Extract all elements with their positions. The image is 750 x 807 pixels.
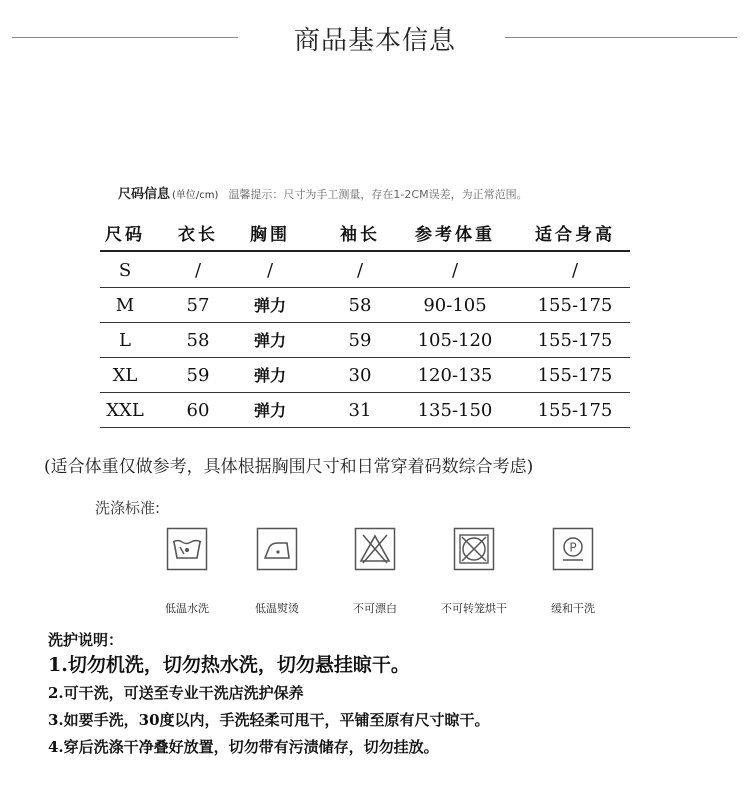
no-tumble-dry-label: 不可转笼烘干 — [441, 602, 507, 615]
cell-size: L — [119, 330, 131, 351]
header-cell-size: 尺码 — [105, 225, 145, 245]
table-header-row — [100, 218, 630, 252]
row-rule — [100, 392, 630, 393]
cell-height: 155-175 — [537, 295, 613, 316]
header-cell-length: 衣长 — [178, 225, 218, 245]
cell-size: S — [118, 260, 132, 281]
low-temp-iron-label: 低温熨烫 — [255, 602, 299, 615]
cell-weight: 105-120 — [417, 330, 493, 351]
washing-title: 洗涤标准: — [95, 499, 161, 517]
table-row — [100, 324, 630, 358]
no-bleach-icon — [354, 527, 396, 571]
care-line-1: 1.切勿机洗，切勿热水洗，切勿悬挂晾干。 — [48, 654, 410, 676]
table-row — [100, 359, 630, 393]
cell-length: 59 — [186, 365, 210, 386]
size-info-tip: 温馨提示：尺寸为手工测量，存在1-2CM误差，为正常范围。 — [228, 188, 528, 201]
cell-length: 57 — [186, 295, 210, 316]
cell-sleeve: 59 — [348, 330, 372, 351]
header-cell-sleeve: 袖长 — [340, 225, 380, 245]
header-cell-chest: 胸围 — [250, 225, 290, 245]
cell-weight: / — [451, 260, 459, 281]
cell-height: 155-175 — [537, 400, 613, 421]
cell-sleeve: 58 — [348, 295, 372, 316]
cell-chest: / — [266, 260, 274, 281]
table-row — [100, 254, 630, 288]
row-rule — [100, 322, 630, 323]
row-rule — [100, 357, 630, 358]
cell-weight: 120-135 — [417, 365, 493, 386]
gentle-dry-clean-icon — [552, 527, 594, 571]
cell-size: XL — [112, 365, 138, 386]
size-info-unit: (单位/cm) — [172, 190, 219, 201]
cell-size: M — [115, 295, 135, 316]
no-tumble-dry-icon — [453, 527, 495, 571]
cell-length: 58 — [186, 330, 210, 351]
cell-sleeve: / — [356, 260, 364, 281]
size-info-line — [118, 183, 528, 202]
cell-sleeve: 30 — [348, 365, 372, 386]
care-line-3: 3.如要手洗，30度以内，手洗轻柔可甩干，平铺至原有尺寸晾干。 — [48, 711, 490, 729]
weight-note: (适合体重仅做参考，具体根据胸围尺寸和日常穿着码数综合考虑) — [44, 457, 534, 477]
cell-length: / — [194, 260, 202, 281]
cell-chest: 弹力 — [253, 401, 286, 420]
cell-sleeve: 31 — [348, 400, 372, 421]
row-rule — [100, 287, 630, 288]
cell-weight: 135-150 — [417, 400, 493, 421]
low-temp-wash-label: 低温水洗 — [165, 602, 209, 615]
care-title: 洗护说明： — [48, 631, 124, 649]
cell-height: / — [571, 260, 579, 281]
low-temp-wash-icon — [166, 527, 208, 571]
cell-weight: 90-105 — [423, 295, 487, 316]
care-line-4: 4.穿后洗涤干净叠好放置，切勿带有污渍储存，切勿挂放。 — [48, 738, 439, 756]
cell-chest: 弹力 — [253, 366, 286, 385]
header-right-rule — [505, 37, 737, 38]
care-line-2: 2.可干洗，可送至专业干洗店洗护保养 — [48, 684, 304, 702]
header-cell-height: 适合身高 — [535, 225, 615, 245]
svg-text:P: P — [569, 540, 577, 555]
header-rule — [100, 250, 630, 252]
cell-size: XXL — [106, 400, 144, 421]
page-title: 商品基本信息 — [293, 26, 456, 56]
cell-chest: 弹力 — [253, 331, 286, 350]
table-row — [100, 289, 630, 323]
cell-height: 155-175 — [537, 330, 613, 351]
table-row — [100, 394, 630, 428]
cell-height: 155-175 — [537, 365, 613, 386]
cell-length: 60 — [186, 400, 210, 421]
no-bleach-label: 不可漂白 — [353, 602, 397, 615]
size-info-title: 尺码信息 — [118, 187, 171, 202]
gentle-dry-clean-label: 缓和干洗 — [551, 602, 595, 615]
low-temp-iron-icon — [256, 527, 298, 571]
row-rule — [100, 427, 630, 428]
cell-chest: 弹力 — [253, 296, 286, 315]
header-cell-weight: 参考体重 — [415, 225, 495, 245]
